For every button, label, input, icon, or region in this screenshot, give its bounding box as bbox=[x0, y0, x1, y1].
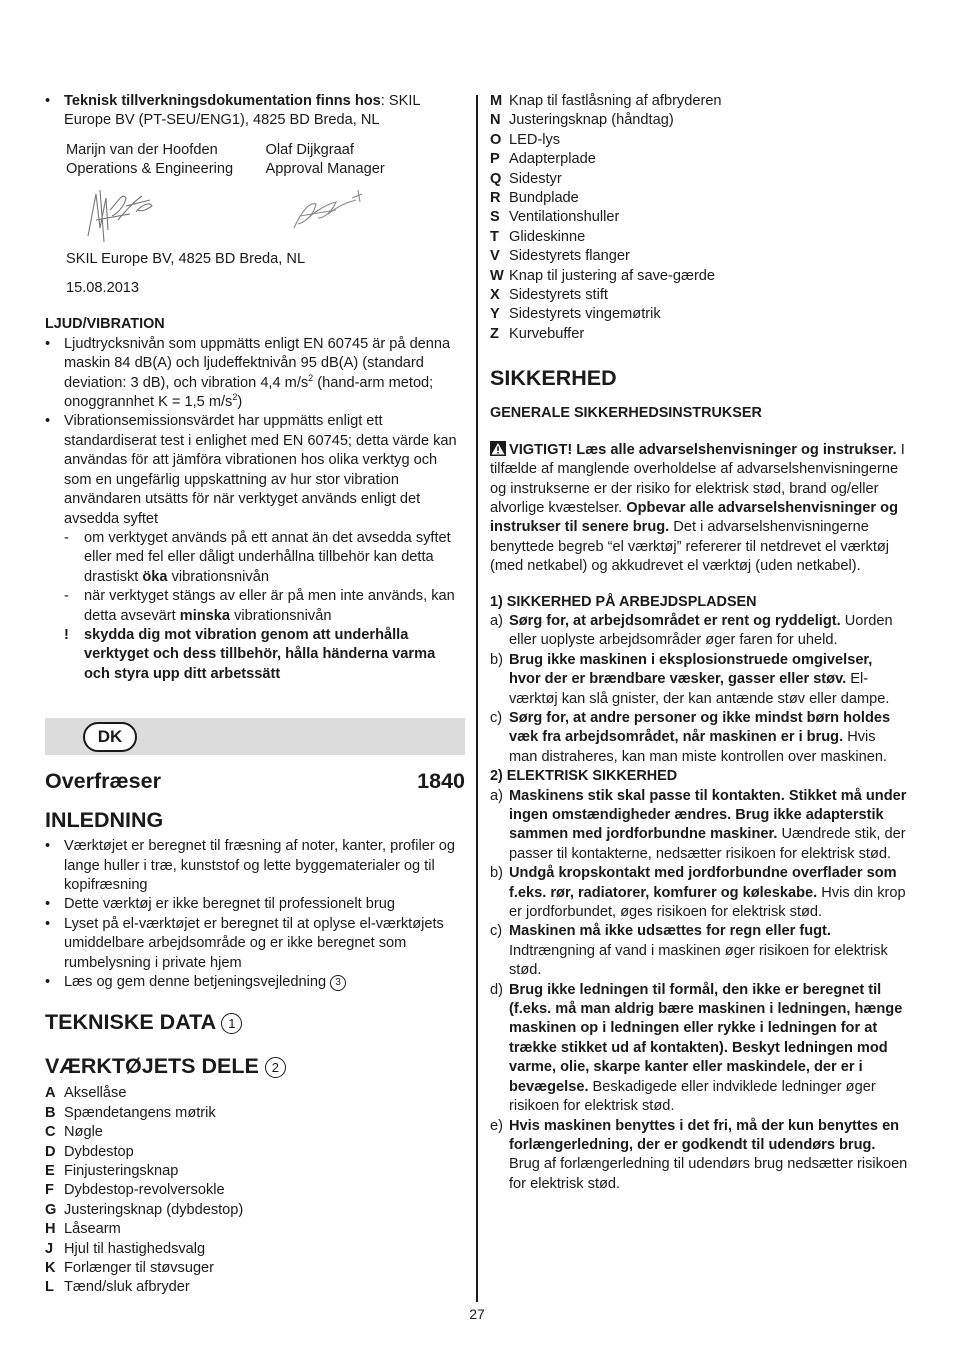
ljud-heading: LJUD/VIBRATION bbox=[45, 316, 165, 333]
product-number: 1840 bbox=[417, 769, 465, 794]
right-column bbox=[490, 92, 908, 1194]
ljud-dash-1: - om verktyget används på ett annat än det avsedda syftet eller med fel eller dåligt underhållna tillbehör kan detta drastiskt öka vibrationsnivån bbox=[45, 529, 465, 587]
part-item: V Sidestyrets flanger bbox=[490, 248, 630, 265]
warning-triangle-icon bbox=[490, 441, 506, 456]
dele-heading: VÆRKTØJETS DELE 2 bbox=[45, 1052, 465, 1080]
safety-item: c) Maskinen må ikke udsættes for regn eller fugt. Indtrængning af vand i maskinen øger risikoen for elektrisk stød. bbox=[490, 923, 888, 979]
safety-item: b) Brug ikke maskinen i eksplosionstruede omgivelser, hvor der er brændbare væsker, gasser eller støv. El-værktøj kan slå gnister, der kan antænde støv eller dampe. bbox=[490, 651, 890, 707]
product-title bbox=[45, 768, 465, 794]
left-column bbox=[45, 92, 465, 1298]
safety-item: a) Maskinens stik skal passe til kontakten. Stikket må under ingen omstændigheder ændres. Brug ikke adapterstik sammen med jordforbundne maskiner. Uændrede stik, der passer til kontakterne, nedsætter risikoen for elektrisk stød. bbox=[490, 787, 907, 862]
part-item: Y Sidestyrets vingemøtrik bbox=[490, 306, 661, 323]
inledning-bullet: • Dette værktøj er ikke beregnet til professionelt brug bbox=[45, 895, 465, 914]
section-1-heading: 1) SIKKERHED PÅ ARBEJDSPLADSEN bbox=[490, 593, 757, 610]
sikkerhed-heading: SIKKERHED bbox=[490, 366, 617, 391]
section-2-heading: 2) ELEKTRISK SIKKERHED bbox=[490, 768, 678, 785]
tech-doc-bullet: • Teknisk tillverkningsdokumentation finns hos: SKIL Europe BV (PT-SEU/ENG1), 4825 BD Breda, NL bbox=[45, 92, 465, 131]
safety-item: c) Sørg for, at andre personer og ikke mindst børn holdes væk fra arbejdsområdet, når maskinen er i brug. Hvis man distraheres, kan man miste kontrollen over maskinen. bbox=[490, 709, 891, 765]
signatory-name: Marijn van der Hoofden bbox=[66, 141, 218, 158]
inledning-heading: INLEDNING bbox=[45, 808, 164, 833]
ljud-dash-2: - när verktyget stängs av eller är på men inte används, kan detta avsevärt minska vibrationsnivån bbox=[45, 587, 465, 626]
part-item: G Justeringsknap (dybdestop) bbox=[45, 1201, 244, 1218]
column-divider bbox=[476, 95, 478, 1302]
inledning-bullet: • Læs og gem denne betjeningsvejledning 3 bbox=[45, 973, 465, 992]
part-item: K Forlænger til støvsuger bbox=[45, 1260, 215, 1277]
part-item: A Aksellåse bbox=[45, 1085, 127, 1102]
handwritten-signatures bbox=[66, 180, 396, 252]
part-item: P Adapterplade bbox=[490, 151, 596, 168]
signatories bbox=[66, 141, 465, 180]
part-item: L Tænd/sluk afbryder bbox=[45, 1279, 190, 1296]
generale-heading: GENERALE SIKKERHEDSINSTRUKSER bbox=[490, 405, 762, 422]
part-item: Q Sidestyr bbox=[490, 170, 562, 187]
figure-ref-3: 3 bbox=[330, 975, 346, 991]
inledning-bullet: • Værktøjet er beregnet til fræsning af noter, kanter, profiler og lange huller i træ, kunststof og lette byggematerialer og til kopifræsning bbox=[45, 837, 465, 895]
part-item: S Ventilationshuller bbox=[490, 209, 620, 226]
section-2-list bbox=[490, 787, 908, 1195]
product-name: Overfræser bbox=[45, 769, 161, 794]
safety-item: d) Brug ikke ledningen til formål, den ikke er beregnet til (f.eks. må man aldrig bære maskinen i ledningen, hænge maskinen op i ledningen eller rykke i ledningen for at trække stikket ud af kontakten). Beskyt ledningen mod varme, olie, skarpe kanter eller maskindele, der er i bevægelse. Beskadigede eller indviklede ledninger øger risikoen for elektrisk stød. bbox=[490, 981, 903, 1115]
section-1-list bbox=[490, 612, 908, 767]
ljud-warning: ! skydda dig mot vibration genom att underhålla verktyget och dess tillbehör, hålla händerna varma och styra upp ditt arbetssätt bbox=[45, 626, 465, 684]
part-item: E Finjusteringsknap bbox=[45, 1163, 179, 1180]
ljud-bullet-2: • Vibrationsemissionsvärdet har uppmätts enligt ett standardiserat test i enlighet med EN 60745; detta värde kan användas för att jämföra vibrationen hos olika verktyg och som en ungefärlig uppskattning av hur stor vibration användaren utsätts för när verktyget används enligt det avsedda syftet bbox=[45, 412, 465, 528]
signatory-title: Approval Manager bbox=[265, 161, 385, 178]
part-item: C Nøgle bbox=[45, 1124, 103, 1141]
figure-ref-1: 1 bbox=[221, 1013, 242, 1034]
part-item: O LED-lys bbox=[490, 131, 561, 148]
safety-item: a) Sørg for, at arbejdsområdet er rent og ryddeligt. Uorden eller uoplyste arbejdsområder øger faren for uheld. bbox=[490, 612, 893, 649]
part-item: X Sidestyrets stift bbox=[490, 287, 608, 304]
part-item: H Låsearm bbox=[45, 1221, 121, 1238]
declaration-date: 15.08.2013 bbox=[66, 280, 140, 297]
signatory-2 bbox=[266, 141, 466, 180]
part-item: R Bundplade bbox=[490, 190, 579, 207]
page-number: 27 bbox=[469, 1306, 485, 1322]
parts-list-right bbox=[490, 92, 908, 344]
signatory-1 bbox=[66, 141, 266, 180]
safety-item: e) Hvis maskinen benyttes i det fri, må der kun benyttes en forlængerledning, der er godkendt til udendørs brug. Brug af forlængerledning til udendørs brug nedsætter risikoen for elektrisk stød. bbox=[490, 1117, 908, 1192]
ljud-bullet-1: • Ljudtrycksnivån som uppmätts enligt EN 60745 är på denna maskin 84 dB(A) och ljudeffektnivån 95 dB(A) (standard deviation: 3 dB), och vibration 4,4 $m/s^2$ (hand-arm metod; onoggrannhet K = 1,5 $m/s^2$) bbox=[45, 335, 465, 413]
inledning-bullet: • Lyset på el-værktøjet er beregnet til at oplyse el-værktøjets umiddelbare arbejdsområde og er ikke beregnet som rumbelysning i private hjem bbox=[45, 915, 465, 973]
part-item: B Spændetangens møtrik bbox=[45, 1104, 216, 1121]
parts-list-left bbox=[45, 1084, 465, 1297]
figure-ref-2: 2 bbox=[265, 1057, 286, 1078]
part-item: T Glideskinne bbox=[490, 228, 586, 245]
part-item: N Justeringsknap (håndtag) bbox=[490, 112, 674, 129]
part-item: W Knap til justering af save-gærde bbox=[490, 267, 716, 284]
safety-item: b) Undgå kropskontakt med jordforbundne overflader som f.eks. rør, radiatorer, komfurer og køleskabe. Hvis din krop er jordforbundet, øges risikoen for elektrisk stød. bbox=[490, 865, 906, 921]
part-item: M Knap til fastlåsning af afbryderen bbox=[490, 93, 722, 109]
signatures bbox=[66, 180, 465, 252]
general-warning: VIGTIGT! Læs alle advarselshenvisninger og instrukser. I tilfælde af manglende overholdelse af advarselshenvisningerne og instrukserne er der risiko for elektrisk stød, brand og/eller alvorlige kvæstelser. Opbevar alle advarselshenvisninger og instrukser til senere brug. Det i advarselshenvisningerne benyttede begreb “el værktøj” refererer til netdrevet el værktøj (med netkabel) og akkudrevet el værktøj (uden netkabel). bbox=[490, 441, 905, 575]
tekniske-heading: TEKNISKE DATA 1 bbox=[45, 1008, 465, 1036]
part-item: F Dybdestop-revolversokle bbox=[45, 1182, 225, 1199]
language-bar bbox=[45, 718, 465, 755]
company-address: SKIL Europe BV, 4825 BD Breda, NL bbox=[66, 250, 306, 267]
signatory-name: Olaf Dijkgraaf bbox=[265, 141, 354, 158]
part-item: J Hjul til hastighedsvalg bbox=[45, 1240, 206, 1257]
part-item: D Dybdestop bbox=[45, 1143, 134, 1160]
inledning-list bbox=[45, 837, 465, 992]
signatory-title: Operations & Engineering bbox=[66, 161, 234, 178]
language-badge: DK bbox=[83, 722, 137, 752]
part-item: Z Kurvebuffer bbox=[490, 325, 585, 342]
